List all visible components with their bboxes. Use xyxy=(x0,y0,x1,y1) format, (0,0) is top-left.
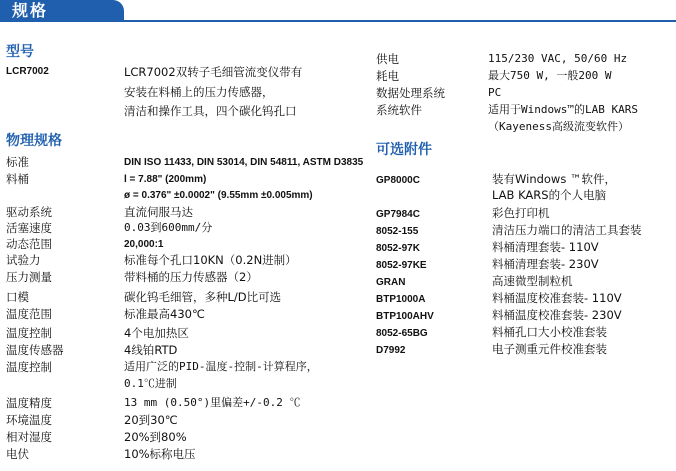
spec-value: 20到30℃ xyxy=(124,413,178,427)
model-code: LCR7002 xyxy=(6,66,49,77)
spec-label: 温度传感器 xyxy=(6,343,64,357)
spec-value: 直流伺服马达 xyxy=(124,205,193,219)
spec-value: 10%标称电压 xyxy=(124,447,196,461)
accessory-code: GP7984C xyxy=(376,209,420,220)
spec-label: 环境温度 xyxy=(6,413,52,427)
power-label: 供电 xyxy=(376,52,399,66)
accessory-desc: 料桶温度校准套装- 230V xyxy=(492,308,622,322)
spec-value: DIN ISO 11433, DIN 53014, DIN 54811, ASTM D3835 xyxy=(124,157,364,168)
power-label: 数据处理系统 xyxy=(376,86,445,100)
spec-value: 13 mm (0.50°)里偏差+/-0.2 ℃ xyxy=(124,396,301,409)
model-desc-line: LCR7002双转子毛细管流变仪带有 xyxy=(124,65,303,79)
spec-value: 0.1℃进制 xyxy=(124,377,177,390)
accessory-code: BTP1000A xyxy=(376,294,426,305)
spec-label: 温度精度 xyxy=(6,396,52,410)
accessory-desc: 电子测重元件校准套装 xyxy=(492,342,607,356)
spec-value: 20,000:1 xyxy=(124,239,164,250)
spec-value: 标准每个孔口10KN（0.2N进制） xyxy=(124,253,297,267)
accessory-desc: 清洁压力端口的清洁工具套装 xyxy=(492,223,642,237)
physical-heading: 物理规格 xyxy=(6,133,62,149)
power-value: 最大750 W, 一般200 W xyxy=(488,69,612,82)
accessory-code: BTP100AHV xyxy=(376,311,434,322)
accessory-desc: 装有Windows ™软件， xyxy=(492,172,616,186)
accessory-desc: LAB KARS的个人电脑 xyxy=(492,188,607,202)
accessory-code: 8052-155 xyxy=(376,226,419,237)
spec-label: 相对湿度 xyxy=(6,430,52,444)
spec-label: 压力测量 xyxy=(6,270,52,284)
spec-value: 0.03到600mm/分 xyxy=(124,221,213,234)
spec-value: 20%到80% xyxy=(124,430,187,444)
accessory-code: GRAN xyxy=(376,277,406,288)
accessory-desc: 高速微型制粒机 xyxy=(492,274,573,288)
spec-label: 电伏 xyxy=(6,447,29,461)
accessory-code: GP8000C xyxy=(376,175,420,186)
accessory-code: 8052-97K xyxy=(376,243,420,254)
spec-label: 动态范围 xyxy=(6,237,52,251)
spec-label: 温度范围 xyxy=(6,307,52,321)
spec-value: ø = 0.376" ±0.0002" (9.55mm ±0.005mm) xyxy=(124,190,313,201)
model-desc-line: 安装在料桶上的压力传感器， xyxy=(124,85,274,99)
accessory-desc: 料桶清理套装- 110V xyxy=(492,240,599,254)
power-label: 耗电 xyxy=(376,69,399,83)
header-rule xyxy=(0,20,676,22)
power-value: PC xyxy=(488,86,502,99)
accessory-code: 8052-97KE xyxy=(376,260,427,271)
spec-value: 标准最高430℃ xyxy=(124,307,205,321)
spec-value: 碳化钨毛细管，多种L/D比可选 xyxy=(124,290,282,304)
spec-value: l = 7.88" (200mm) xyxy=(124,174,207,185)
power-value: 适用于Windows™的LAB KARS xyxy=(488,103,638,116)
model-heading: 型号 xyxy=(6,44,34,60)
spec-label: 标准 xyxy=(6,155,29,169)
spec-label: 料桶 xyxy=(6,172,29,186)
page-title: 规格 xyxy=(12,1,49,20)
spec-value: 适用广泛的PID-温度-控制-计算程序， xyxy=(124,360,318,373)
power-label: 系统软件 xyxy=(376,103,422,117)
power-value: （Kayeness高级流变软件） xyxy=(488,120,629,133)
model-desc-line: 清洁和操作工具，四个碳化钨孔口 xyxy=(124,104,297,118)
spec-label: 试验力 xyxy=(6,253,41,267)
power-value: 115/230 VAC, 50/60 Hz xyxy=(488,52,628,65)
spec-label: 活塞速度 xyxy=(6,221,52,235)
spec-label: 驱动系统 xyxy=(6,205,52,219)
accessory-desc: 彩色打印机 xyxy=(492,206,550,220)
accessory-desc: 料桶孔口大小校准套装 xyxy=(492,325,607,339)
spec-value: 4线铂RTD xyxy=(124,343,178,357)
spec-value: 带料桶的压力传感器（2） xyxy=(124,270,258,284)
spec-label: 温度控制 xyxy=(6,360,52,374)
accessory-desc: 料桶清理套装- 230V xyxy=(492,257,599,271)
accessories-heading: 可选附件 xyxy=(376,142,432,158)
spec-label: 口模 xyxy=(6,290,29,304)
spec-value: 4个电加热区 xyxy=(124,326,189,340)
accessory-code: 8052-65BG xyxy=(376,328,428,339)
accessory-desc: 料桶温度校准套装- 110V xyxy=(492,291,622,305)
accessory-code: D7992 xyxy=(376,345,406,356)
spec-label: 温度控制 xyxy=(6,326,52,340)
section-header xyxy=(0,0,676,22)
